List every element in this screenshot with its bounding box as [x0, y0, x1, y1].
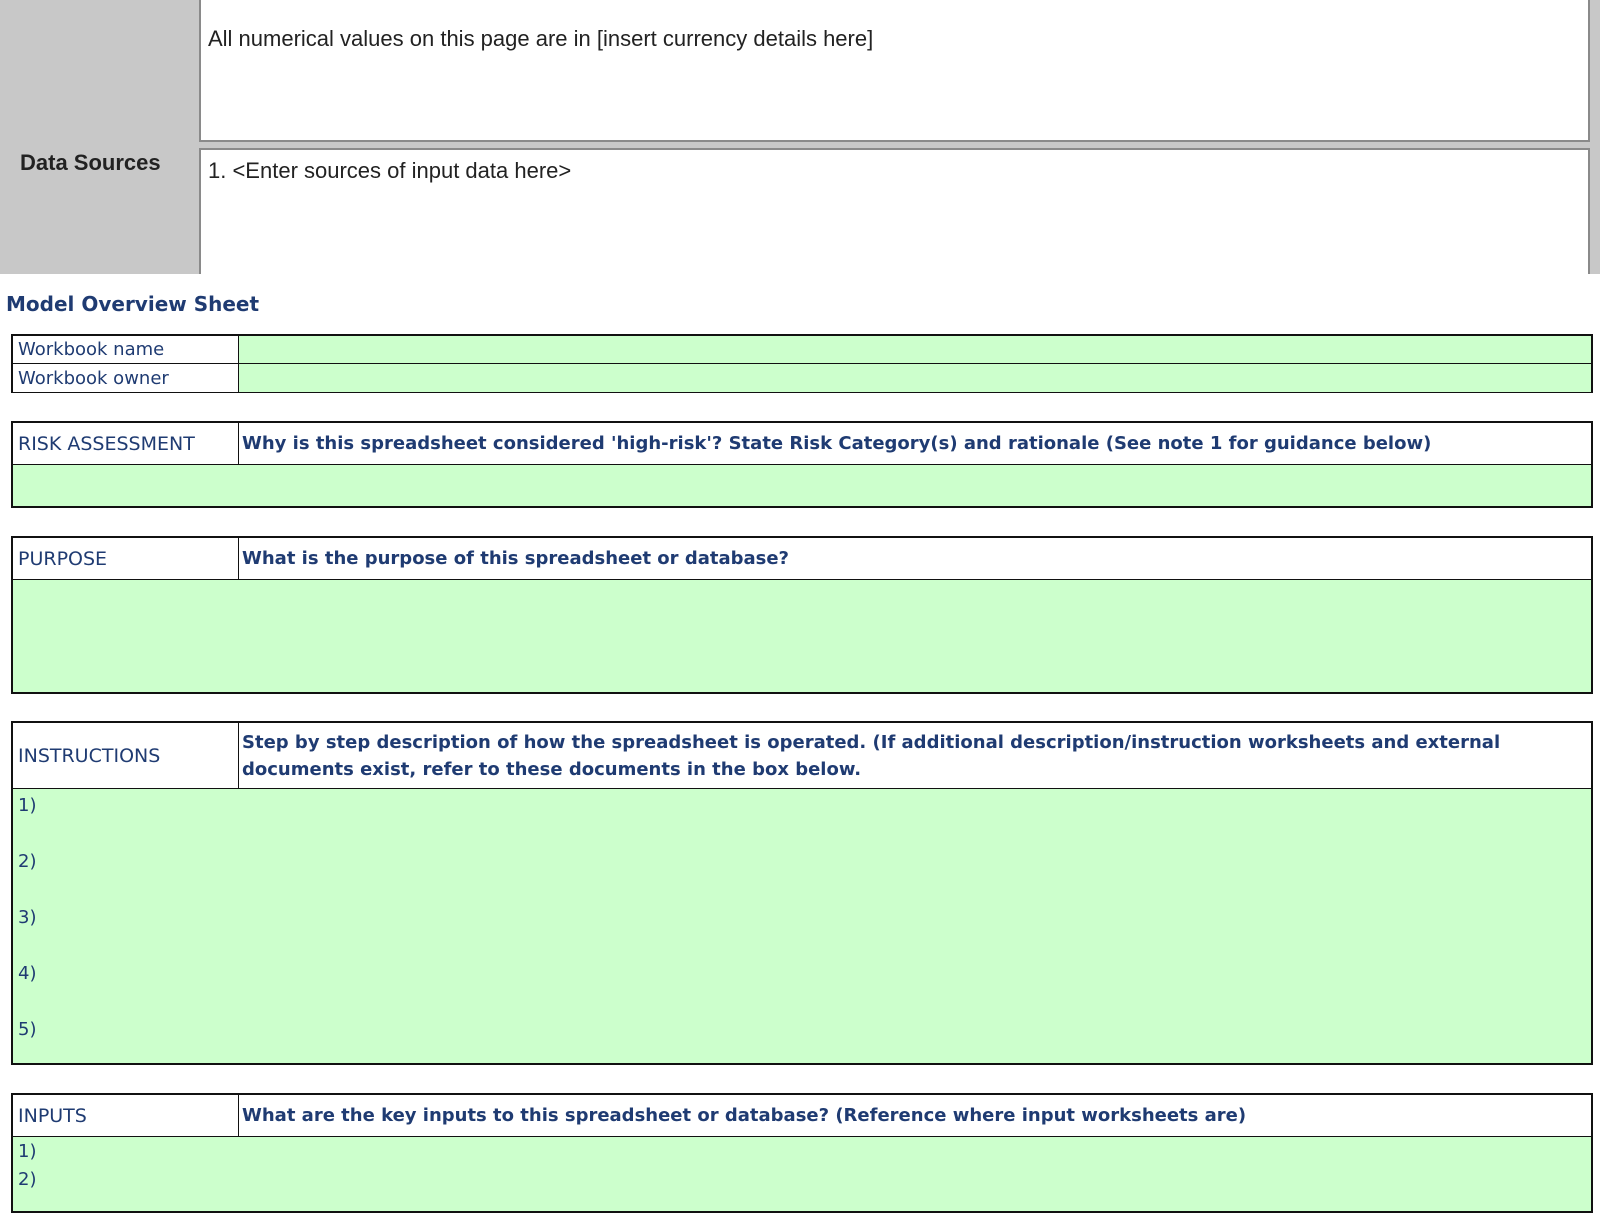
instructions-input[interactable]	[13, 789, 1591, 1063]
purpose-input[interactable]	[13, 580, 1591, 692]
input-item-2: 2)	[18, 1169, 37, 1190]
workbook-name-label: Workbook name	[13, 336, 239, 363]
instructions-question: Step by step description of how the spreadsheet is operated. (If additional description/instruction worksheets and external documents exist, refer to these documents in the box below.	[239, 723, 1591, 788]
instruction-item-5: 5)	[18, 1019, 37, 1040]
top-panel	[0, 0, 1600, 274]
input-item-1: 1)	[18, 1141, 37, 1162]
instruction-item-4: 4)	[18, 963, 37, 984]
inputs-label: INPUTS	[13, 1095, 239, 1136]
instruction-item-3: 3)	[18, 907, 37, 928]
data-sources-text: 1. <Enter sources of input data here>	[208, 158, 572, 183]
sheet-title: Model Overview Sheet	[6, 292, 260, 316]
risk-assessment-input[interactable]	[13, 465, 1591, 506]
data-sources-textbox[interactable]	[199, 148, 1590, 274]
workbook-owner-cell[interactable]	[239, 364, 1591, 392]
risk-assessment-table	[11, 421, 1593, 508]
workbook-info-table	[11, 334, 1593, 393]
notes-textbox[interactable]	[199, 0, 1590, 142]
inputs-question: What are the key inputs to this spreadsheet or database? (Reference where input worksheets are)	[239, 1095, 1591, 1136]
data-sources-label: Data Sources	[20, 150, 161, 175]
purpose-label: PURPOSE	[13, 538, 239, 579]
risk-assessment-question: Why is this spreadsheet considered 'high-risk'? State Risk Category(s) and rationale (See note 1 for guidance below)	[239, 423, 1591, 464]
workbook-owner-label: Workbook owner	[13, 364, 239, 392]
workbook-name-row	[13, 336, 1591, 364]
inputs-header-row	[13, 1095, 1591, 1137]
instructions-table	[11, 721, 1593, 1065]
instruction-item-1: 1)	[18, 795, 37, 816]
workbook-owner-row	[13, 364, 1591, 392]
purpose-header-row	[13, 538, 1591, 580]
instructions-label: INSTRUCTIONS	[13, 723, 239, 788]
purpose-question: What is the purpose of this spreadsheet or database?	[239, 538, 1591, 579]
workbook-name-cell[interactable]	[239, 336, 1591, 363]
instruction-item-2: 2)	[18, 851, 37, 872]
inputs-table	[11, 1093, 1593, 1213]
notes-text: All numerical values on this page are in [insert currency details here]	[208, 26, 874, 51]
purpose-table	[11, 536, 1593, 694]
risk-assessment-label: RISK ASSESSMENT	[13, 423, 239, 464]
instructions-header-row	[13, 723, 1591, 789]
risk-header-row	[13, 423, 1591, 465]
